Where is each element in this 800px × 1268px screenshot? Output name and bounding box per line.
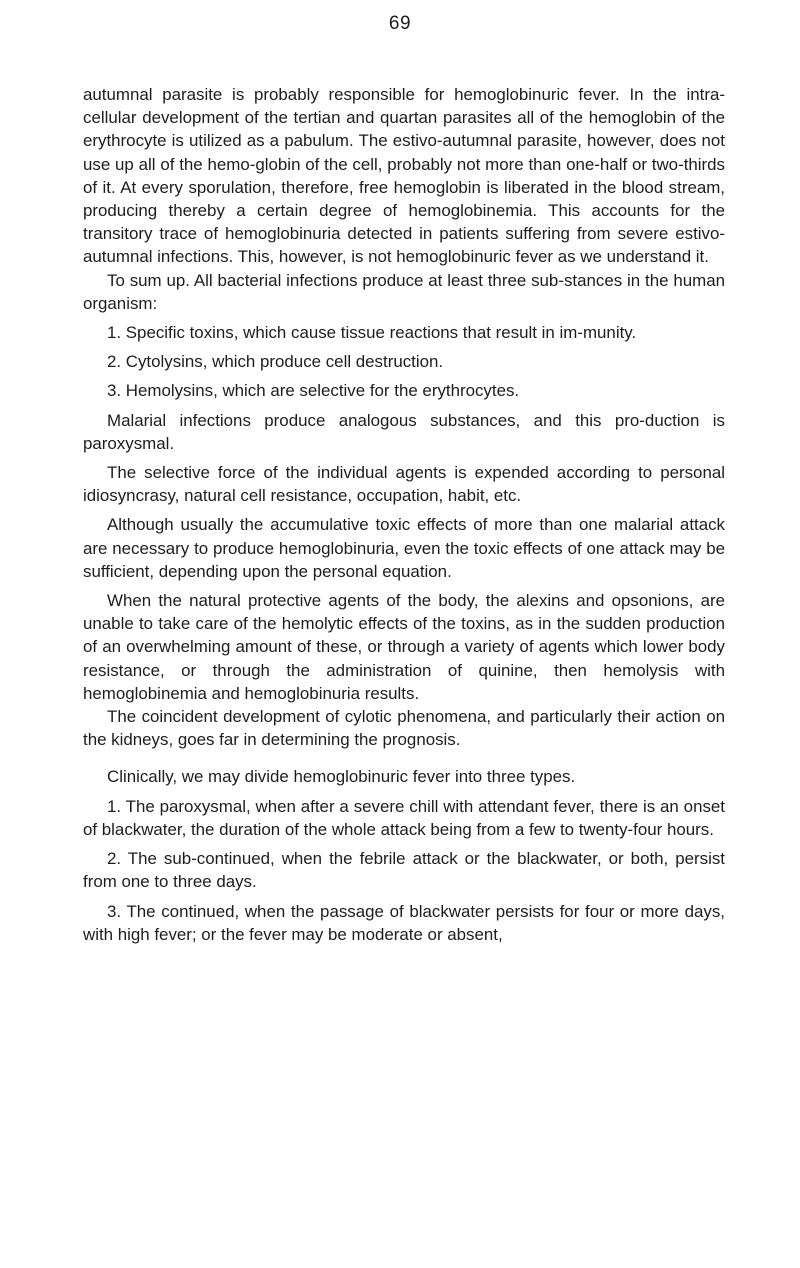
paragraph: When the natural protective agents of the body, the alexins and opsonions, are unable to take care of the hemolytic effects of the toxins, as in the sudden production of an overwhelming amount of these, or through a variety of agents which lower body resistance, or through the administration of quinine, then hemolysis with hemoglobinemia and hemoglobinuria results.: [83, 591, 725, 703]
list-item: 2. The sub-continued, when the febrile attack or the blackwater, or both, persist from one to three days.: [83, 849, 725, 892]
paragraph: To sum up. All bacterial infections produce at least three sub-stances in the human organism:: [83, 270, 725, 313]
paragraph: Malarial infections produce analogous substances, and this pro-duction is paroxysmal.: [83, 410, 725, 453]
paragraph: The coincident development of cylotic phenomena, and particularly their action on the kidneys, goes far in determining the prognosis.: [83, 707, 725, 750]
paragraph: Although usually the accumulative toxic effects of more than one malarial attack are necessary to produce hemoglobinuria, even the toxic effects of one attack may be sufficient, depending upon the personal equation.: [83, 515, 725, 581]
page-number: 69: [388, 13, 412, 34]
list-item: 1. The paroxysmal, when after a severe chill with attendant fever, there is an onset of blackwater, the duration of the whole attack being from a few to twenty-four hours.: [83, 796, 725, 839]
list-item: 3. Hemolysins, which are selective for the erythrocytes.: [107, 381, 520, 401]
list-item: 1. Specific toxins, which cause tissue reactions that result in im-munity.: [107, 323, 637, 343]
paragraph: Clinically, we may divide hemoglobinuric fever into three types.: [107, 767, 576, 787]
paragraph: autumnal parasite is probably responsible for hemoglobinuric fever. In the intra-cellular development of the tertian and quartan parasites all of the hemoglobin of the erythrocyte is utilized as a pabulum. The estivo-autumnal parasite, however, does not use up all of the hemo-globin of the cell, probably not more than one-half or two-thirds of it. At every sporulation, therefore, free hemoglobin is liberated in the blood stream, producing thereby a certain degree of hemoglobinemia. This accounts for the transitory trace of hemoglobinuria detected in patients suffering from severe estivo-autumnal infections. This, however, is not hemoglobinuric fever as we understand it.: [83, 85, 725, 267]
body-text: [83, 83, 725, 946]
paragraph: The selective force of the individual agents is expended according to personal idiosyncrasy, natural cell resistance, occupation, habit, etc.: [83, 463, 725, 506]
list-item: 2. Cytolysins, which produce cell destruction.: [107, 352, 444, 372]
list-item: 3. The continued, when the passage of blackwater persists for four or more days, with high fever; or the fever may be moderate or absent,: [83, 901, 725, 944]
